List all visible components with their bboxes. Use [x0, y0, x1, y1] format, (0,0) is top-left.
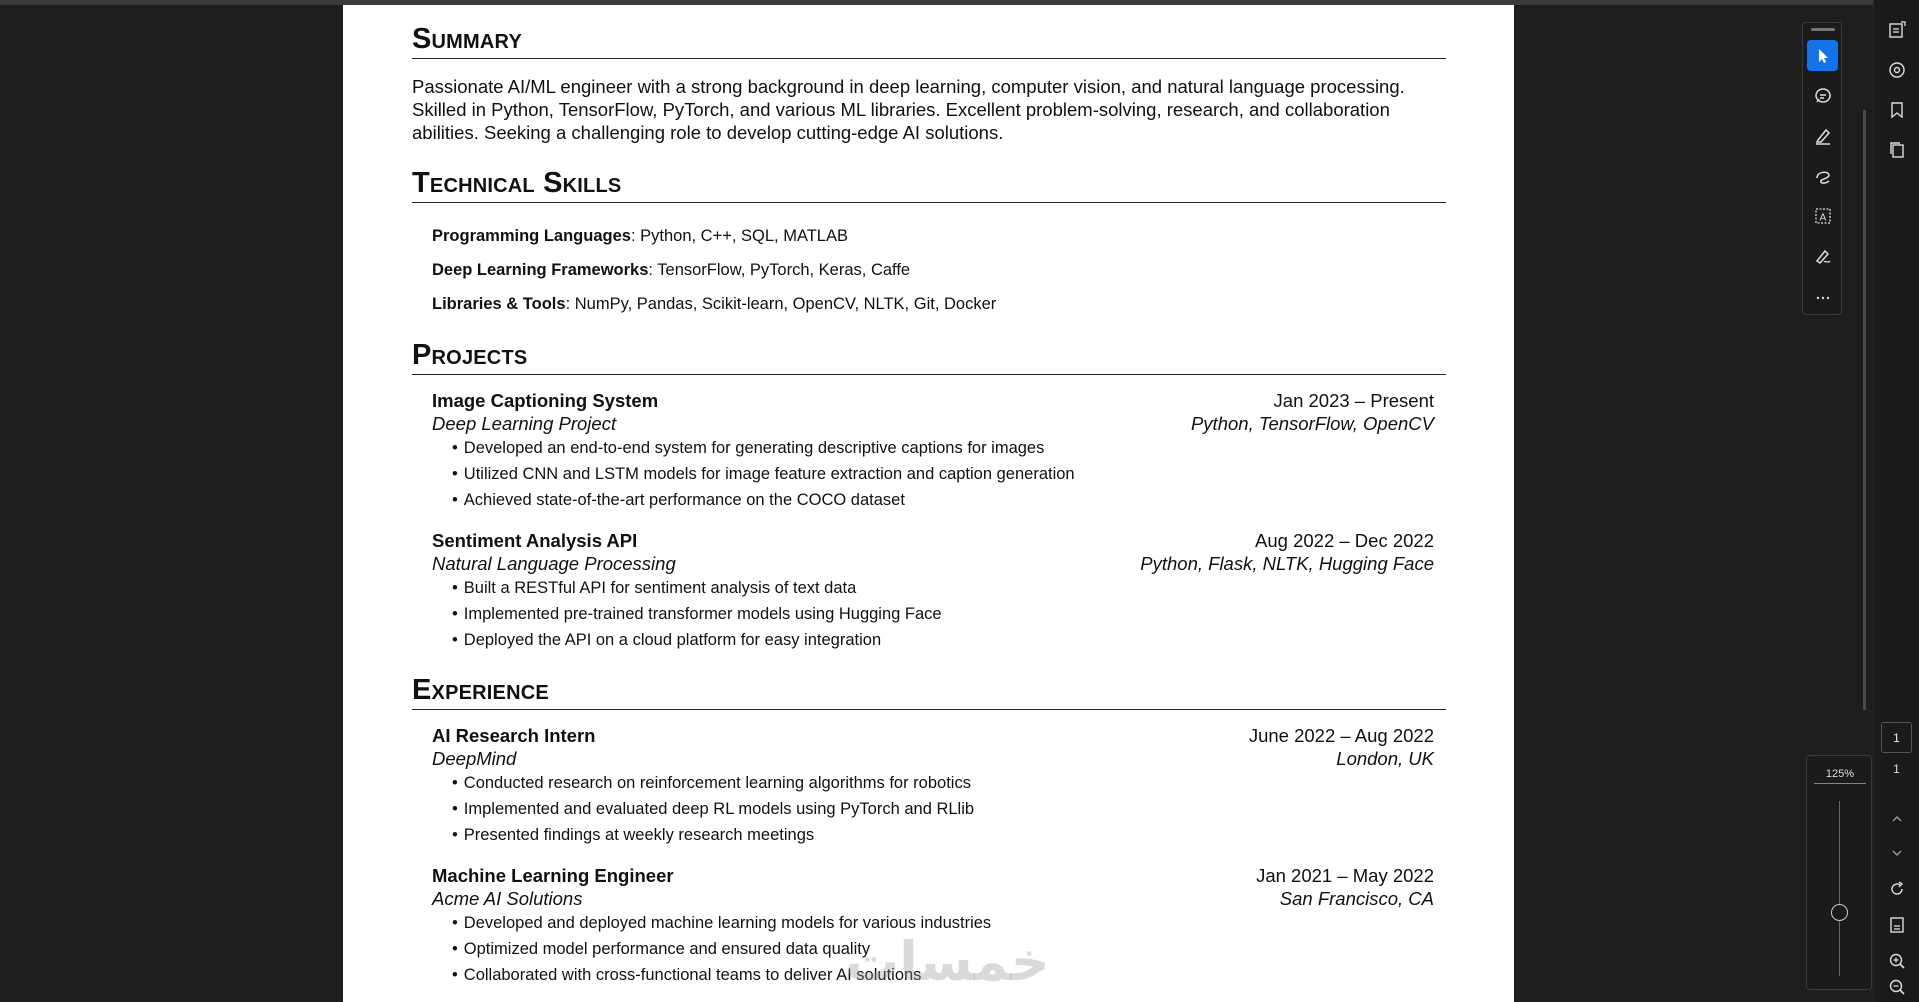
select-tool-button[interactable]	[1807, 40, 1838, 71]
zoom-out-button[interactable]	[1882, 972, 1912, 1002]
skills-heading: Technical Skills	[412, 166, 1446, 203]
job-date: June 2022 – Aug 2022	[1248, 725, 1434, 746]
edit-document-icon	[1887, 20, 1907, 40]
rotate-icon	[1887, 879, 1907, 899]
more-tools-button[interactable]	[1807, 280, 1838, 311]
project-tech: Python, Flask, NLTK, Hugging Face	[1140, 553, 1434, 574]
skills-list	[412, 219, 1446, 321]
bullet-item: • Achieved state-of-the-art performance on the COCO dataset	[452, 487, 1434, 513]
total-pages: 1	[1893, 762, 1900, 776]
bullet-item: • Optimized model performance and ensured data quality	[452, 936, 1434, 962]
skill-label: Programming Languages	[432, 227, 631, 245]
bullet-item: • Implemented pre-trained transformer models using Hugging Face	[452, 601, 1434, 627]
zoom-slider-handle[interactable]	[1831, 904, 1848, 921]
signature-icon	[1813, 246, 1833, 266]
company-name: Acme AI Solutions	[432, 888, 583, 909]
project-tech: Python, TensorFlow, OpenCV	[1190, 413, 1434, 434]
project-subtitle: Deep Learning Project	[432, 413, 617, 434]
zoom-level-input[interactable]: 125%	[1814, 764, 1866, 784]
projects-list	[412, 389, 1446, 653]
current-page-input[interactable]: 1	[1881, 722, 1912, 753]
bullet-item: • Developed an end-to-end system for generating descriptive captions for images	[452, 435, 1434, 461]
skill-row	[432, 253, 1446, 287]
pdf-page	[343, 5, 1514, 1002]
bullet-item: • Developed and deployed machine learning models for various industries	[452, 910, 1434, 936]
project-entry	[432, 529, 1434, 653]
highlight-tool-button[interactable]	[1807, 120, 1838, 151]
copy-pages-icon	[1887, 140, 1907, 160]
sign-tool-button[interactable]	[1807, 240, 1838, 271]
project-entry	[432, 389, 1434, 513]
project-date: Aug 2022 – Dec 2022	[1255, 530, 1434, 551]
bullet-item: • Deployed the API on a cloud platform for easy integration	[452, 627, 1434, 653]
more-horizontal-icon	[1813, 286, 1833, 306]
summary-heading: Summary	[412, 22, 1446, 59]
zoom-slider-track[interactable]	[1839, 801, 1840, 976]
zoom-panel	[1806, 755, 1872, 990]
text-box-icon	[1813, 206, 1833, 226]
cursor-icon	[1813, 46, 1833, 66]
skill-row	[432, 219, 1446, 253]
skill-label: Deep Learning Frameworks	[432, 261, 649, 279]
project-name: Image Captioning System	[432, 390, 659, 411]
bullet-item: • Collaborated with cross-functional teams to deliver AI solutions	[452, 962, 1434, 988]
edit-pdf-button[interactable]	[1882, 15, 1912, 45]
skill-label: Libraries & Tools	[432, 295, 566, 313]
bullet-item: • Utilized CNN and LSTM models for image feature extraction and caption generation	[452, 461, 1434, 487]
rotate-button[interactable]	[1882, 874, 1912, 904]
project-name: Sentiment Analysis API	[432, 530, 638, 551]
skill-value: : Python, C++, SQL, MATLAB	[630, 227, 848, 245]
vertical-scrollbar[interactable]	[1863, 110, 1866, 710]
company-name: DeepMind	[432, 748, 517, 769]
bookmark-icon	[1887, 100, 1907, 120]
job-title: Machine Learning Engineer	[432, 865, 674, 886]
draw-tool-button[interactable]	[1807, 160, 1838, 191]
text-select-tool-button[interactable]	[1807, 200, 1838, 231]
resume-content	[412, 5, 1446, 1002]
right-sidebar	[1873, 0, 1919, 1002]
summary-text: Passionate AI/ML engineer with a strong background in deep learning, computer vision, and natural language processing. Skilled in Python, TensorFlow, PyTorch, and various ML libraries. Excellent problem-solving, research, and collaboration abilities. Seeking a challenging role to develop cutting-edge AI solutions.	[412, 76, 1405, 143]
bullet-item: • Built a RESTful API for sentiment analysis of text data	[452, 575, 1434, 601]
page-down-button[interactable]	[1882, 838, 1912, 868]
page-up-button[interactable]	[1882, 804, 1912, 834]
bullet-item: • Conducted research on reinforcement learning algorithms for robotics	[452, 770, 1434, 796]
bullet-item: • Presented findings at weekly research meetings	[452, 822, 1434, 848]
pen-highlight-icon	[1813, 126, 1833, 146]
scrollbar-thumb[interactable]	[1863, 110, 1866, 710]
experience-entry	[432, 724, 1434, 848]
project-date: Jan 2023 – Present	[1273, 390, 1434, 411]
watermark: خمسات	[845, 930, 1050, 993]
comments-panel-button[interactable]	[1882, 55, 1912, 85]
mention-icon	[1887, 60, 1907, 80]
job-date: Jan 2021 – May 2022	[1256, 865, 1434, 886]
zoom-in-icon	[1887, 951, 1907, 971]
skill-value: : NumPy, Pandas, Scikit-learn, OpenCV, NLTK, Git, Docker	[565, 295, 997, 313]
page-fit-button[interactable]	[1882, 910, 1912, 940]
page-thumbnails-button[interactable]	[1882, 135, 1912, 165]
annotation-toolbar	[1802, 22, 1842, 315]
zoom-out-icon	[1887, 977, 1907, 997]
toolbar-drag-handle[interactable]	[1811, 28, 1835, 31]
projects-heading: Projects	[412, 338, 1446, 375]
job-title: AI Research Intern	[432, 725, 596, 746]
bullet-item: • Implemented and evaluated deep RL models using PyTorch and RLlib	[452, 796, 1434, 822]
skill-value: : TensorFlow, PyTorch, Keras, Caffe	[648, 261, 911, 279]
chevron-up-icon	[1887, 809, 1907, 829]
experience-heading: Experience	[412, 673, 1446, 710]
fit-page-icon	[1887, 915, 1907, 935]
freehand-icon	[1813, 166, 1833, 186]
svg-text:A: A	[1819, 212, 1826, 223]
comment-tool-button[interactable]	[1807, 80, 1838, 111]
comment-icon	[1813, 86, 1833, 106]
skill-row	[432, 287, 1446, 321]
project-subtitle: Natural Language Processing	[432, 553, 676, 574]
bookmarks-button[interactable]	[1882, 95, 1912, 125]
job-location: San Francisco, CA	[1279, 888, 1434, 909]
job-location: London, UK	[1336, 748, 1434, 769]
chevron-down-icon	[1887, 843, 1907, 863]
